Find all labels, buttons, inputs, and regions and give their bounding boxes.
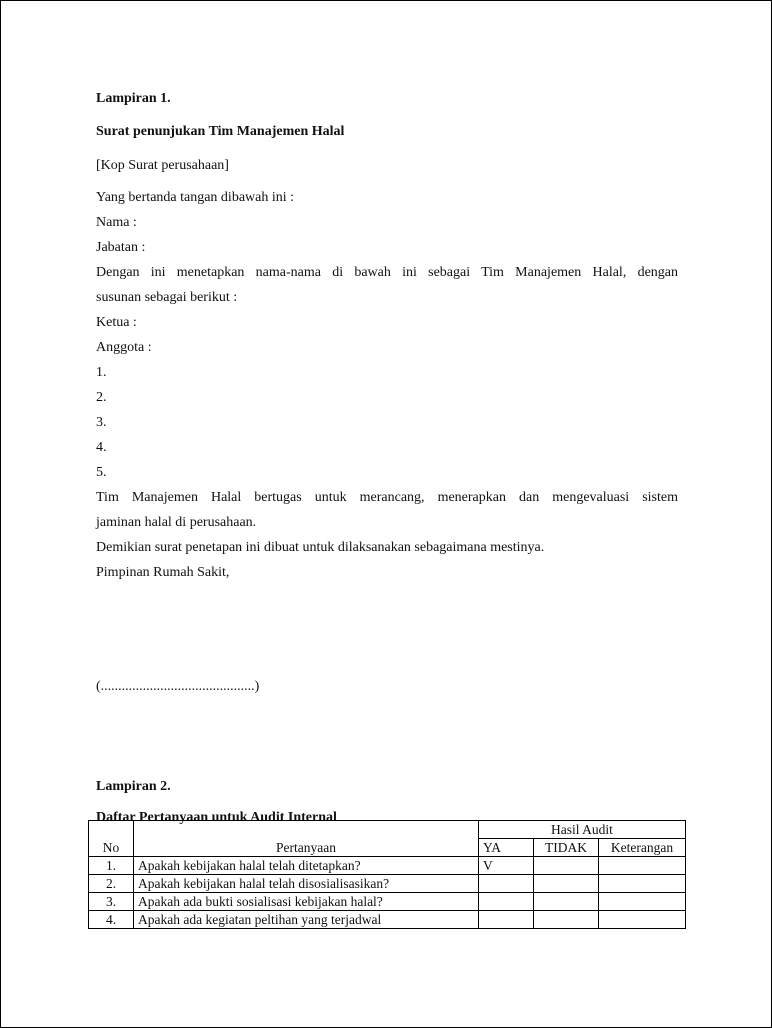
- header-result: Hasil Audit: [479, 821, 686, 839]
- member-item: 3.: [96, 415, 107, 430]
- signer-role: Pimpinan Rumah Sakit,: [96, 565, 230, 580]
- row-keterangan: [599, 911, 686, 929]
- signature-space: [96, 585, 678, 674]
- header-tidak: TIDAK: [534, 839, 599, 857]
- row-ya: [479, 875, 534, 893]
- table-row: [89, 893, 686, 911]
- table-row: [89, 911, 686, 929]
- anggota-field: Anggota :: [96, 340, 152, 355]
- row-question: Apakah ada kegiatan peltihan yang terjadwal: [134, 911, 479, 929]
- member-item: 1.: [96, 365, 107, 380]
- row-keterangan: [599, 893, 686, 911]
- signer-intro: Yang bertanda tangan dibawah ini :: [96, 190, 295, 205]
- lampiran2-label: Lampiran 2.: [96, 779, 171, 794]
- row-no: 3.: [89, 893, 134, 911]
- row-tidak: [534, 875, 599, 893]
- row-keterangan: [599, 857, 686, 875]
- row-no: 4.: [89, 911, 134, 929]
- jabatan-field: Jabatan :: [96, 240, 146, 255]
- duty-line-1: Tim Manajemen Halal bertugas untuk merancang, menerapkan dan mengevaluasi sistem: [96, 490, 678, 505]
- row-ya: [479, 911, 534, 929]
- row-question: Apakah ada bukti sosialisasi kebijakan halal?: [134, 893, 479, 911]
- row-no: 2.: [89, 875, 134, 893]
- row-tidak: [534, 857, 599, 875]
- row-keterangan: [599, 875, 686, 893]
- decree-line-2: susunan sebagai berikut :: [96, 290, 238, 305]
- row-tidak: [534, 893, 599, 911]
- header-question: Pertanyaan: [134, 821, 479, 857]
- row-question: Apakah kebijakan halal telah disosialisasikan?: [134, 875, 479, 893]
- member-item: 2.: [96, 390, 107, 405]
- duty-line-2: jaminan halal di perusahaan.: [96, 515, 257, 530]
- row-ya: V: [479, 857, 534, 875]
- row-ya: [479, 893, 534, 911]
- section-gap: [96, 699, 678, 777]
- closing-statement: Demikian surat penetapan ini dibuat untuk dilaksanakan sebagaimana mestinya.: [96, 540, 545, 555]
- lampiran1-label: Lampiran 1.: [96, 91, 171, 106]
- document-body: [96, 89, 678, 828]
- row-no: 1.: [89, 857, 134, 875]
- member-item: 4.: [96, 440, 107, 455]
- header-no: No: [89, 821, 134, 857]
- letterhead-placeholder: [Kop Surat perusahaan]: [96, 158, 229, 173]
- nama-field: Nama :: [96, 215, 137, 230]
- lampiran1-title: Surat penunjukan Tim Manajemen Halal: [96, 124, 345, 139]
- row-tidak: [534, 911, 599, 929]
- decree-line-1: Dengan ini menetapkan nama-nama di bawah ini sebagai Tim Manajemen Halal, dengan: [96, 265, 678, 280]
- table-row: [89, 857, 686, 875]
- lampiran2-title: Daftar Pertanyaan untuk Audit Internal: [96, 810, 337, 825]
- table-row: [89, 875, 686, 893]
- table-header-row: [89, 821, 686, 839]
- signature-line: (............................................): [96, 679, 260, 694]
- audit-table: [88, 820, 686, 929]
- header-ya: YA: [479, 839, 534, 857]
- row-question: Apakah kebijakan halal telah ditetapkan?: [134, 857, 479, 875]
- header-keterangan: Keterangan: [599, 839, 686, 857]
- ketua-field: Ketua :: [96, 315, 137, 330]
- member-item: 5.: [96, 465, 107, 480]
